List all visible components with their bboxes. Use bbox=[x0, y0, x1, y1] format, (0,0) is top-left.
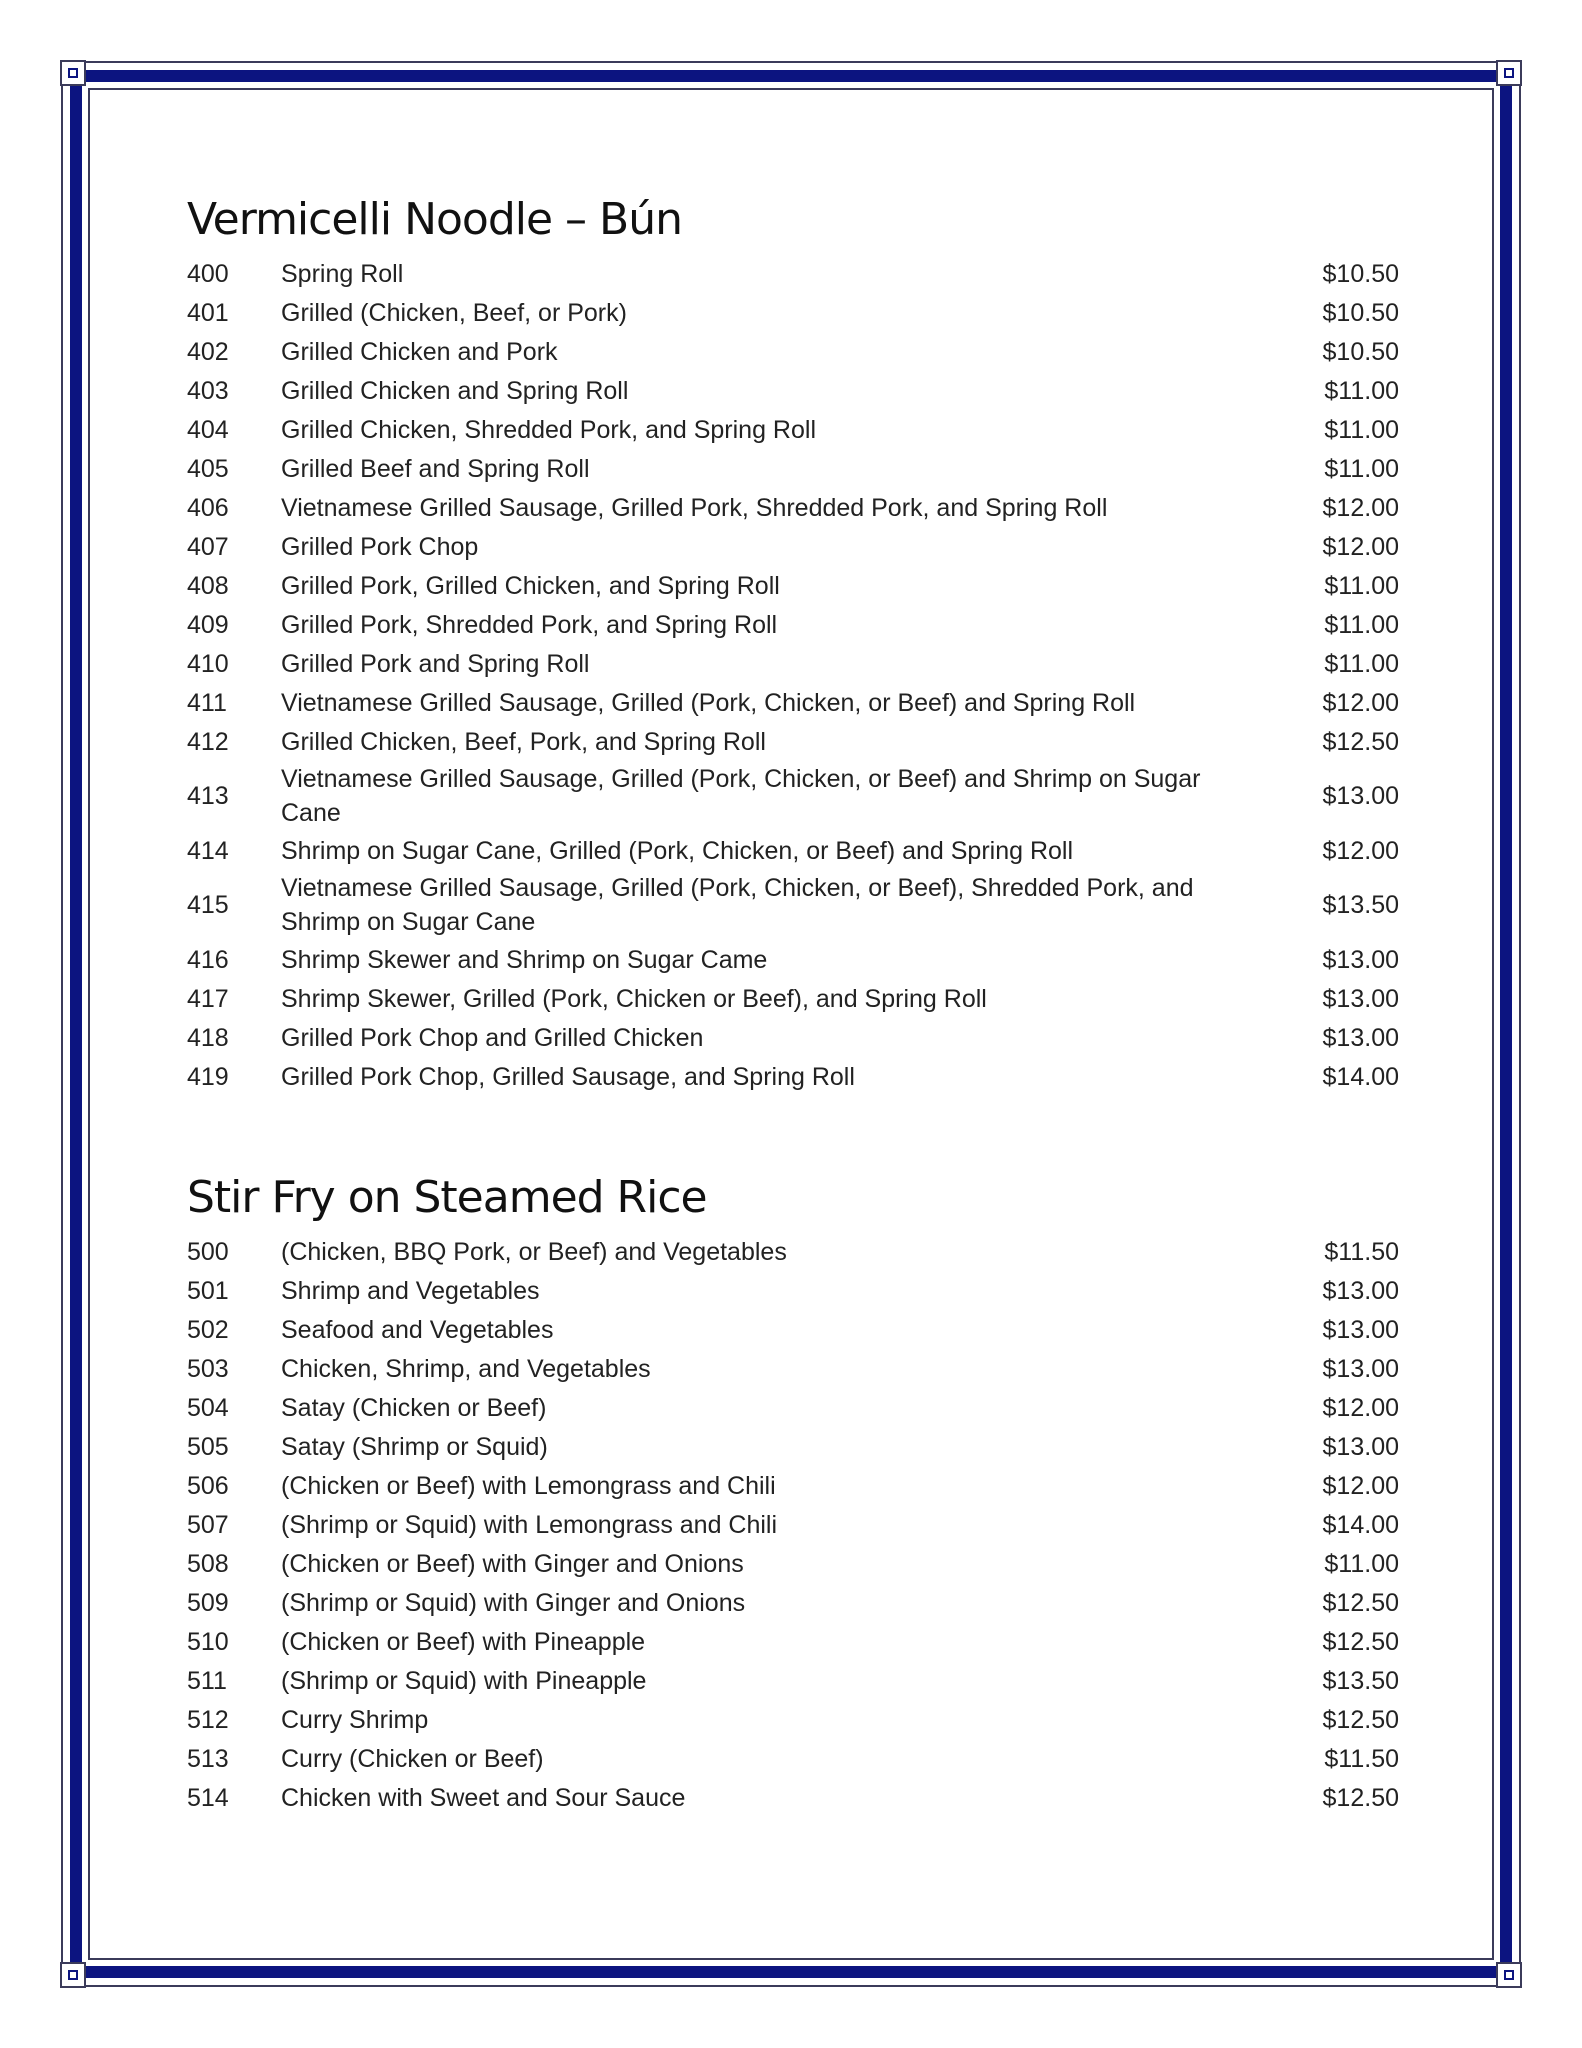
item-name: Curry (Chicken or Beef) bbox=[281, 1744, 544, 1773]
border-corner-ornament bbox=[1496, 60, 1522, 86]
item-price: $12.50 bbox=[1322, 727, 1399, 756]
menu-item bbox=[187, 1018, 1399, 1057]
section-title: Vermicelli Noodle – Bún bbox=[187, 194, 682, 245]
item-price: $10.50 bbox=[1322, 337, 1399, 366]
item-price: $11.50 bbox=[1324, 1237, 1399, 1266]
item-name: Vietnamese Grilled Sausage, Grilled (Pork, Chicken, or Beef) and Spring Roll bbox=[281, 688, 1136, 717]
item-price: $14.00 bbox=[1322, 1510, 1399, 1539]
item-name: Grilled Beef and Spring Roll bbox=[281, 454, 590, 483]
item-price: $12.50 bbox=[1322, 1627, 1399, 1656]
item-name: Shrimp and Vegetables bbox=[281, 1276, 540, 1305]
menu-item bbox=[187, 761, 1399, 831]
menu-item bbox=[187, 1388, 1399, 1427]
item-price: $11.00 bbox=[1324, 1549, 1399, 1578]
item-number: 418 bbox=[187, 1023, 229, 1052]
item-number: 507 bbox=[187, 1510, 229, 1539]
item-price: $11.00 bbox=[1324, 415, 1399, 444]
menu-item bbox=[187, 644, 1399, 683]
item-number: 406 bbox=[187, 493, 229, 522]
item-number: 509 bbox=[187, 1588, 229, 1617]
menu-item bbox=[187, 1778, 1399, 1817]
section-stir-fry bbox=[187, 1168, 1399, 1817]
item-price: $11.00 bbox=[1324, 454, 1399, 483]
item-price: $13.00 bbox=[1322, 984, 1399, 1013]
menu-item bbox=[187, 371, 1399, 410]
menu-item bbox=[187, 1310, 1399, 1349]
item-name: Vietnamese Grilled Sausage, Grilled (Pork, Chicken, or Beef), Shredded Pork, and Shrimp on Sugar Cane bbox=[281, 874, 1194, 936]
menu-list bbox=[187, 1232, 1399, 1817]
menu-item bbox=[187, 1622, 1399, 1661]
menu-item bbox=[187, 1349, 1399, 1388]
menu-item bbox=[187, 566, 1399, 605]
item-name: (Chicken, BBQ Pork, or Beef) and Vegetables bbox=[281, 1237, 787, 1266]
item-name: Chicken, Shrimp, and Vegetables bbox=[281, 1354, 651, 1383]
item-name: Grilled Chicken and Pork bbox=[281, 337, 558, 366]
border-corner-ornament bbox=[60, 1962, 86, 1988]
item-price: $11.50 bbox=[1324, 1744, 1399, 1773]
item-name: Vietnamese Grilled Sausage, Grilled Pork, Shredded Pork, and Spring Roll bbox=[281, 493, 1108, 522]
menu-list bbox=[187, 254, 1399, 1096]
item-number: 408 bbox=[187, 571, 229, 600]
item-price: $13.00 bbox=[1322, 1432, 1399, 1461]
item-price: $14.00 bbox=[1322, 1062, 1399, 1091]
menu-item bbox=[187, 527, 1399, 566]
item-name: Grilled (Chicken, Beef, or Pork) bbox=[281, 298, 627, 327]
item-price: $12.00 bbox=[1322, 1393, 1399, 1422]
item-name: Shrimp Skewer and Shrimp on Sugar Came bbox=[281, 945, 768, 974]
item-name: Shrimp Skewer, Grilled (Pork, Chicken or Beef), and Spring Roll bbox=[281, 984, 987, 1013]
item-number: 410 bbox=[187, 649, 229, 678]
item-name: Satay (Shrimp or Squid) bbox=[281, 1432, 548, 1461]
menu-item bbox=[187, 1466, 1399, 1505]
item-number: 504 bbox=[187, 1393, 229, 1422]
item-price: $13.50 bbox=[1322, 1666, 1399, 1695]
section-title: Stir Fry on Steamed Rice bbox=[187, 1172, 707, 1223]
item-price: $11.00 bbox=[1324, 571, 1399, 600]
menu-item bbox=[187, 1583, 1399, 1622]
item-number: 514 bbox=[187, 1783, 229, 1812]
menu-item bbox=[187, 449, 1399, 488]
item-price: $12.50 bbox=[1322, 1588, 1399, 1617]
item-number: 414 bbox=[187, 836, 229, 865]
item-price: $13.50 bbox=[1322, 891, 1399, 919]
item-number: 417 bbox=[187, 984, 229, 1013]
item-name: Grilled Pork, Shredded Pork, and Spring Roll bbox=[281, 610, 778, 639]
menu-item bbox=[187, 410, 1399, 449]
item-price: $12.00 bbox=[1322, 493, 1399, 522]
item-number: 409 bbox=[187, 610, 229, 639]
item-number: 401 bbox=[187, 298, 229, 327]
menu-item bbox=[187, 1661, 1399, 1700]
menu-item bbox=[187, 1232, 1399, 1271]
item-number: 400 bbox=[187, 259, 229, 288]
item-name: Spring Roll bbox=[281, 259, 404, 288]
menu-item bbox=[187, 488, 1399, 527]
item-number: 512 bbox=[187, 1705, 229, 1734]
menu-item bbox=[187, 1271, 1399, 1310]
item-number: 513 bbox=[187, 1744, 229, 1773]
item-name: (Chicken or Beef) with Ginger and Onions bbox=[281, 1549, 744, 1578]
item-number: 505 bbox=[187, 1432, 229, 1461]
menu-item bbox=[187, 1505, 1399, 1544]
item-price: $11.00 bbox=[1324, 376, 1399, 405]
menu-item bbox=[187, 293, 1399, 332]
item-price: $11.00 bbox=[1324, 649, 1399, 678]
menu-item bbox=[187, 605, 1399, 644]
item-number: 403 bbox=[187, 376, 229, 405]
item-name: Grilled Chicken, Shredded Pork, and Spring Roll bbox=[281, 415, 816, 444]
menu-item bbox=[187, 722, 1399, 761]
border-corner-ornament bbox=[60, 60, 86, 86]
item-price: $12.00 bbox=[1322, 836, 1399, 865]
item-price: $13.00 bbox=[1322, 1023, 1399, 1052]
item-name: Grilled Chicken, Beef, Pork, and Spring Roll bbox=[281, 727, 766, 756]
item-name: (Shrimp or Squid) with Pineapple bbox=[281, 1666, 647, 1695]
item-number: 510 bbox=[187, 1627, 229, 1656]
item-price: $12.00 bbox=[1322, 532, 1399, 561]
item-price: $10.50 bbox=[1322, 298, 1399, 327]
item-name: Chicken with Sweet and Sour Sauce bbox=[281, 1783, 686, 1812]
item-number: 413 bbox=[187, 782, 229, 810]
menu-item bbox=[187, 979, 1399, 1018]
section-spacer bbox=[187, 1096, 1399, 1168]
item-name: (Shrimp or Squid) with Lemongrass and Chili bbox=[281, 1510, 778, 1539]
item-number: 502 bbox=[187, 1315, 229, 1344]
item-price: $13.00 bbox=[1322, 782, 1399, 810]
item-price: $13.00 bbox=[1322, 945, 1399, 974]
section-vermicelli-noodle bbox=[187, 190, 1399, 1096]
item-name: Grilled Pork and Spring Roll bbox=[281, 649, 590, 678]
item-number: 508 bbox=[187, 1549, 229, 1578]
item-name: Shrimp on Sugar Cane, Grilled (Pork, Chicken, or Beef) and Spring Roll bbox=[281, 836, 1074, 865]
item-name: Grilled Pork, Grilled Chicken, and Spring Roll bbox=[281, 571, 780, 600]
menu-item bbox=[187, 831, 1399, 870]
item-price: $13.00 bbox=[1322, 1315, 1399, 1344]
item-name: Satay (Chicken or Beef) bbox=[281, 1393, 547, 1422]
item-price: $12.50 bbox=[1322, 1783, 1399, 1812]
item-number: 411 bbox=[187, 688, 227, 717]
item-name: Vietnamese Grilled Sausage, Grilled (Pork, Chicken, or Beef) and Shrimp on Sugar Cane bbox=[281, 765, 1201, 827]
menu-item bbox=[187, 940, 1399, 979]
item-number: 407 bbox=[187, 532, 229, 561]
item-number: 503 bbox=[187, 1354, 229, 1383]
item-name: Grilled Pork Chop and Grilled Chicken bbox=[281, 1023, 704, 1052]
item-price: $12.50 bbox=[1322, 1705, 1399, 1734]
item-number: 415 bbox=[187, 891, 229, 919]
item-name: Curry Shrimp bbox=[281, 1705, 429, 1734]
item-price: $13.00 bbox=[1322, 1276, 1399, 1305]
menu-item bbox=[187, 1700, 1399, 1739]
menu-item bbox=[187, 683, 1399, 722]
item-number: 412 bbox=[187, 727, 229, 756]
menu-item bbox=[187, 870, 1399, 940]
item-number: 416 bbox=[187, 945, 229, 974]
menu-item bbox=[187, 1057, 1399, 1096]
item-price: $12.00 bbox=[1322, 688, 1399, 717]
item-number: 506 bbox=[187, 1471, 229, 1500]
item-number: 500 bbox=[187, 1237, 229, 1266]
menu-item bbox=[187, 332, 1399, 371]
item-name: Grilled Pork Chop bbox=[281, 532, 479, 561]
item-number: 405 bbox=[187, 454, 229, 483]
item-number: 511 bbox=[187, 1666, 227, 1695]
item-price: $10.50 bbox=[1322, 259, 1399, 288]
menu-item bbox=[187, 1427, 1399, 1466]
item-number: 404 bbox=[187, 415, 229, 444]
item-name: (Chicken or Beef) with Lemongrass and Chili bbox=[281, 1471, 776, 1500]
menu-item bbox=[187, 1544, 1399, 1583]
menu-item bbox=[187, 254, 1399, 293]
item-name: (Chicken or Beef) with Pineapple bbox=[281, 1627, 646, 1656]
border-corner-ornament bbox=[1496, 1962, 1522, 1988]
item-number: 402 bbox=[187, 337, 229, 366]
item-price: $13.00 bbox=[1322, 1354, 1399, 1383]
item-name: Seafood and Vegetables bbox=[281, 1315, 554, 1344]
item-name: (Shrimp or Squid) with Ginger and Onions bbox=[281, 1588, 746, 1617]
item-price: $12.00 bbox=[1322, 1471, 1399, 1500]
item-name: Grilled Chicken and Spring Roll bbox=[281, 376, 629, 405]
item-name: Grilled Pork Chop, Grilled Sausage, and Spring Roll bbox=[281, 1062, 855, 1091]
item-number: 419 bbox=[187, 1062, 229, 1091]
item-price: $11.00 bbox=[1324, 610, 1399, 639]
item-number: 501 bbox=[187, 1276, 229, 1305]
menu-item bbox=[187, 1739, 1399, 1778]
menu-content bbox=[187, 190, 1399, 1817]
